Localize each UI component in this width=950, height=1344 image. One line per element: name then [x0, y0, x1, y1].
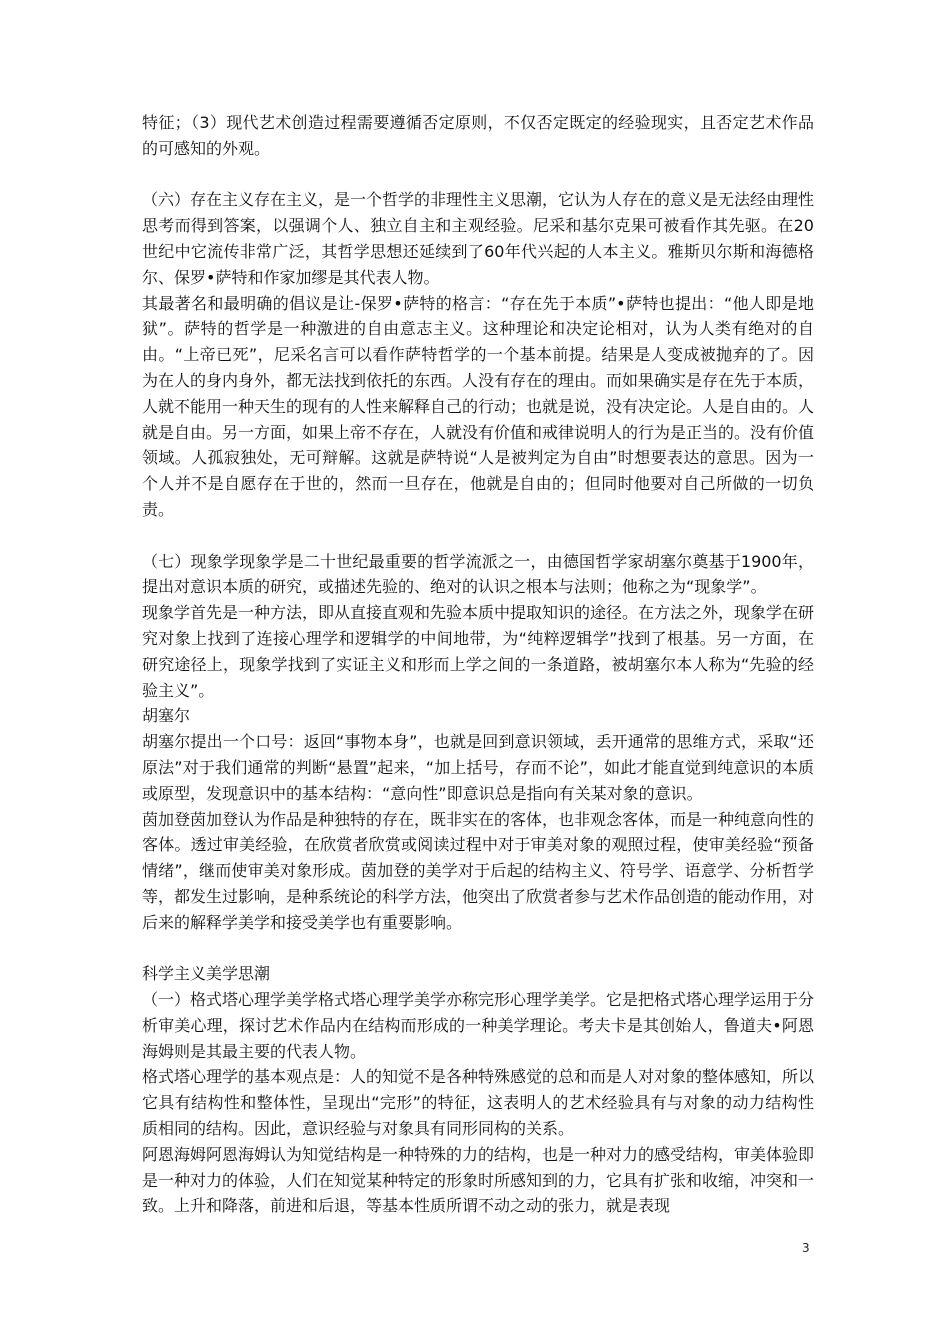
document-body	[142, 110, 814, 1219]
paragraph-existentialism-intro: （六）存在主义存在主义，是一个哲学的非理性主义思潮，它认为人存在的意义是无法经由理性思考而得到答案，以强调个人、独立自主和主观经验。尼采和基尔克果可被看作其先驱。在20世纪中它流传非常广泛，其哲学思想还延续到了60年代兴起的人本主义。雅斯贝尔斯和海德格尔、保罗•萨特和作家加缪是其代表人物。	[142, 190, 815, 287]
paragraph-art-features: 特征；（3）现代艺术创造过程需要遵循否定原则，不仅否定既定的经验现实，且否定艺术作品的可感知的外观。	[142, 113, 814, 158]
paragraph-gap	[142, 523, 814, 549]
section-heading-scientism: 科学主义美学思潮	[142, 964, 271, 984]
paragraph-phenomenology-method: 现象学首先是一种方法，即从直接直观和先验本质中提取知识的途径。在方法之外，现象学在研究对象上找到了连接心理学和逻辑学的中间地带，为“纯粹逻辑学”找到了根基。另一方面，在研究途径上，现象学找到了实证主义和形而上学之间的一条道路，被胡塞尔本人称为“先验的经验主义”。	[142, 603, 815, 700]
paragraph-husserl-heading: 胡塞尔	[142, 706, 191, 726]
page-number: 3	[802, 1241, 810, 1255]
paragraph-sartre: 其最著名和最明确的倡议是让-保罗•萨特的格言：“存在先于本质”•萨特也提出：“他人即是地狱”。萨特的哲学是一种激进的自由意志主义。这种理论和决定论相对，认为人类有绝对的自由。“上帝已死”，尼采名言可以看作萨特哲学的一个基本前提。结果是人变成被抛弃的了。因为在人的身内身外，都无法找到依托的东西。人没有存在的理由。而如果确实是存在先于本质，人就不能用一种天生的现有的人性来解释自己的行动；也就是说，没有决定论。人是自由的。人就是自由。另一方面，如果上帝不存在，人就没有价值和戒律说明人的行为是正当的。没有价值领域。人孤寂独处，无可辩解。这就是萨特说“人是被判定为自由”时想要表达的意思。因为一个人并不是自愿存在于世的，然而一旦存在，他就是自由的；但同时他要对自己所做的一切负责。	[142, 293, 815, 519]
paragraph-gap	[142, 936, 814, 962]
paragraph-gestalt-basics: 格式塔心理学的基本观点是：人的知觉不是各种特殊感觉的总和而是人对对象的整体感知，所以它具有结构性和整体性，呈现出“完形”的特征，这表明人的艺术经验具有与对象的动力结构性质相同的结构。因此，意识经验与对象具有同形同构的关系。	[142, 1067, 815, 1139]
paragraph-arnheim: 阿恩海姆阿恩海姆认为知觉结构是一种特殊的力的结构，也是一种对力的感受结构，审美体验即是一种对力的体验，人们在知觉某种特定的形象时所感知到的力，它具有扩张和收缩，冲突和一致。上升和降落，前进和后退，等基本性质所谓不动之动的张力，就是表现	[142, 1144, 815, 1216]
paragraph-gap	[142, 162, 814, 188]
paragraph-phenomenology-intro: （七）现象学现象学是二十世纪最重要的哲学流派之一，由德国哲学家胡塞尔奠基于1900年，提出对意识本质的研究，或描述先验的、绝对的认识之根本与法则；他称之为“现象学”。	[142, 551, 814, 597]
paragraph-husserl: 胡塞尔提出一个口号：返回“事物本身”，也就是回到意识领域，丢开通常的思维方式，采取“还原法”对于我们通常的判断“悬置”起来，“加上括号，存而不论”，如此才能直觉到纯意识的本质或原型，发现意识中的基本结构：“意向性”即意识总是指向有关某对象的意识。	[142, 732, 814, 803]
paragraph-gestalt-intro: （一）格式塔心理学美学格式塔心理学美学亦称完形心理学美学。它是把格式塔心理学运用于分析审美心理，探讨艺术作品内在结构而形成的一种美学理论。考夫卡是其创始人，鲁道夫•阿恩海姆则是其最主要的代表人物。	[142, 990, 815, 1061]
paragraph-ingarden: 茵加登茵加登认为作品是种独特的存在，既非实在的客体，也非观念客体，而是一种纯意向性的客体。透过审美经验，在欣赏者欣赏或阅读过程中对于审美对象的观照过程，使审美经验“预备情绪”，继而使审美对象形成。茵加登的美学对于后起的结构主义、符号学、语意学、分析哲学等，都发生过影响，是种系统论的科学方法，他突出了欣赏者参与艺术作品创造的能动作用，对后来的解释学美学和接受美学也有重要影响。	[142, 809, 815, 932]
